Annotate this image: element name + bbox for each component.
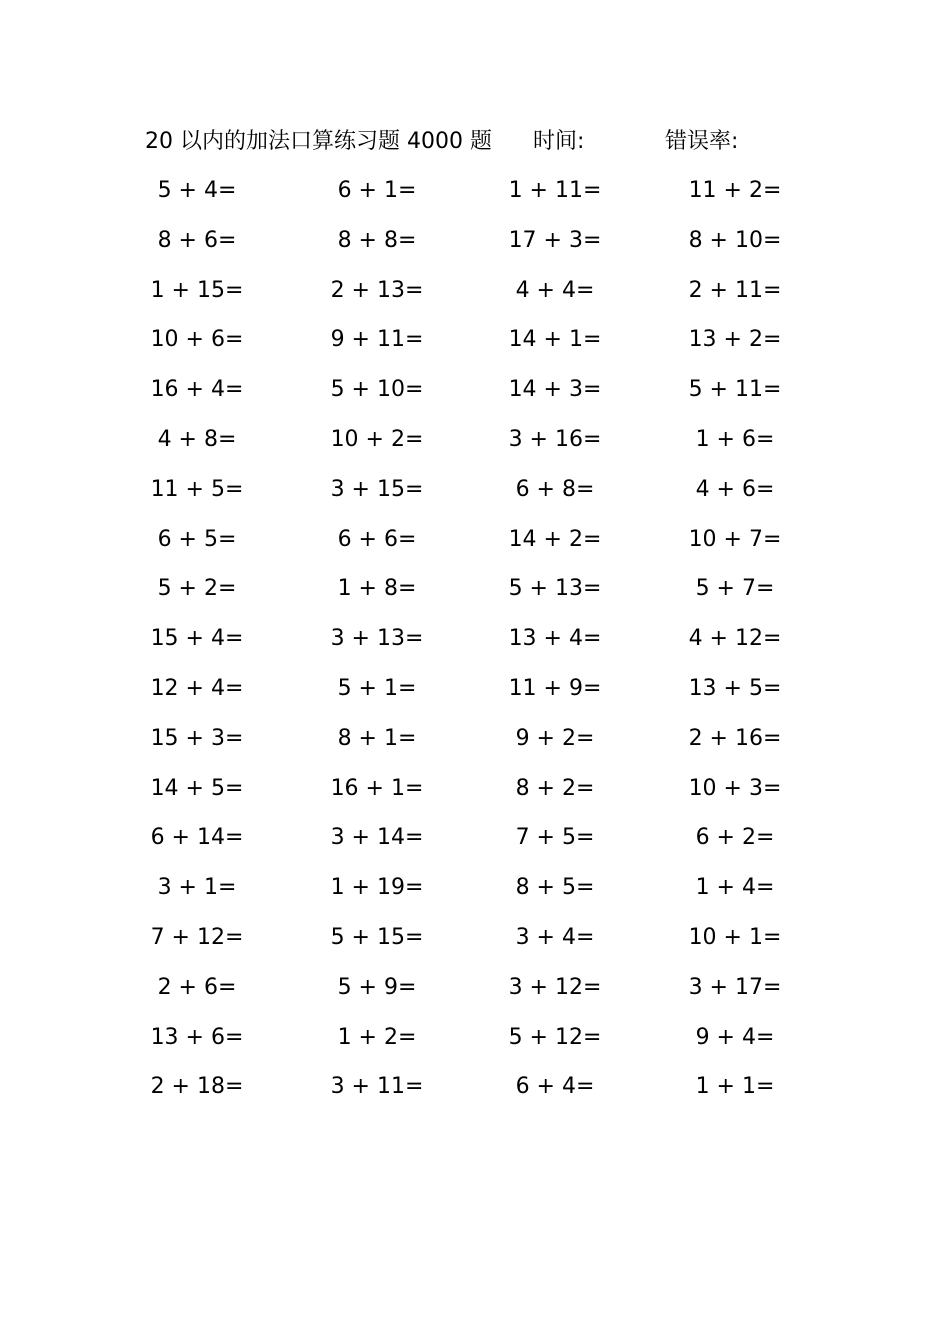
problem-item: 6 + 8= [515,476,595,502]
problem-row [0,919,950,969]
problem-item: 6 + 2= [695,825,775,851]
problem-item: 4 + 12= [688,626,782,652]
problem-item: 2 + 18= [150,1074,244,1100]
problem-item: 5 + 10= [330,377,424,403]
problem-item: 14 + 3= [508,377,602,403]
problem-row [0,222,950,272]
problem-item: 3 + 16= [508,426,602,452]
problem-item: 1 + 19= [330,875,424,901]
problem-item: 3 + 13= [330,626,424,652]
problem-item: 10 + 1= [688,924,782,950]
worksheet-title: 20 以内的加法口算练习题 4000 题 [145,129,492,154]
problem-item: 5 + 7= [695,576,775,602]
problem-item: 11 + 2= [688,178,782,203]
problem-row [0,421,950,471]
problem-item: 10 + 2= [330,426,424,452]
problem-row [0,819,950,869]
problem-row [0,521,950,571]
problem-item: 8 + 10= [688,227,782,253]
problem-item: 6 + 14= [150,825,244,851]
problem-item: 5 + 1= [337,675,417,701]
problem-item: 3 + 12= [508,974,602,1000]
problem-item: 5 + 9= [337,974,417,1000]
problem-item: 11 + 5= [150,476,244,502]
problem-item: 8 + 2= [515,775,595,801]
problem-item: 6 + 6= [337,526,417,552]
problem-row [0,321,950,371]
problem-item: 11 + 9= [508,675,602,701]
problem-item: 8 + 1= [337,725,417,751]
problem-item: 3 + 11= [330,1074,424,1100]
problem-row [0,869,950,919]
problem-item: 13 + 5= [688,675,782,701]
problem-grid [0,172,950,1118]
problem-row [0,670,950,720]
worksheet-header [0,126,950,158]
problem-row [0,620,950,670]
problem-item: 7 + 12= [150,924,244,950]
problem-row [0,770,950,820]
error-rate-label: 错误率: [665,129,739,154]
problem-item: 1 + 1= [695,1074,775,1100]
problem-item: 2 + 16= [688,725,782,751]
problem-item: 4 + 4= [515,277,595,303]
problem-item: 9 + 2= [515,725,595,751]
problem-row [0,1068,950,1118]
problem-item: 3 + 15= [330,476,424,502]
problem-item: 1 + 8= [337,576,417,602]
problem-item: 13 + 6= [150,1024,244,1050]
problem-item: 5 + 12= [508,1024,602,1050]
problem-item: 3 + 1= [157,875,237,901]
problem-item: 9 + 11= [330,327,424,353]
problem-item: 10 + 7= [688,526,782,552]
problem-item: 15 + 4= [150,626,244,652]
problem-item: 2 + 13= [330,277,424,303]
problem-item: 10 + 3= [688,775,782,801]
problem-item: 1 + 15= [150,277,244,303]
problem-item: 5 + 2= [157,576,237,602]
problem-item: 14 + 1= [508,327,602,353]
problem-item: 6 + 1= [337,178,417,203]
problem-item: 15 + 3= [150,725,244,751]
problem-item: 5 + 4= [157,178,237,203]
problem-item: 16 + 1= [330,775,424,801]
problem-item: 2 + 6= [157,974,237,1000]
problem-item: 1 + 2= [337,1024,417,1050]
problem-item: 13 + 2= [688,327,782,353]
problem-item: 4 + 6= [695,476,775,502]
problem-item: 7 + 5= [515,825,595,851]
problem-row [0,371,950,421]
problem-item: 17 + 3= [508,227,602,253]
problem-item: 5 + 11= [688,377,782,403]
problem-item: 12 + 4= [150,675,244,701]
problem-item: 13 + 4= [508,626,602,652]
problem-item: 1 + 4= [695,875,775,901]
problem-item: 2 + 11= [688,277,782,303]
problem-item: 5 + 15= [330,924,424,950]
problem-row [0,969,950,1019]
problem-row [0,272,950,322]
problem-item: 4 + 8= [157,426,237,452]
problem-item: 8 + 8= [337,227,417,253]
problem-item: 3 + 14= [330,825,424,851]
problem-item: 14 + 5= [150,775,244,801]
problem-item: 5 + 13= [508,576,602,602]
problem-row [0,720,950,770]
problem-item: 9 + 4= [695,1024,775,1050]
problem-row [0,172,950,222]
problem-item: 1 + 11= [508,178,602,203]
problem-row [0,1019,950,1069]
problem-row [0,471,950,521]
problem-item: 6 + 4= [515,1074,595,1100]
problem-item: 3 + 17= [688,974,782,1000]
problem-item: 10 + 6= [150,327,244,353]
problem-item: 1 + 6= [695,426,775,452]
problem-row [0,570,950,620]
time-label: 时间: [533,129,585,154]
problem-item: 3 + 4= [515,924,595,950]
problem-item: 8 + 6= [157,227,237,253]
problem-item: 6 + 5= [157,526,237,552]
problem-item: 16 + 4= [150,377,244,403]
problem-item: 8 + 5= [515,875,595,901]
problem-item: 14 + 2= [508,526,602,552]
